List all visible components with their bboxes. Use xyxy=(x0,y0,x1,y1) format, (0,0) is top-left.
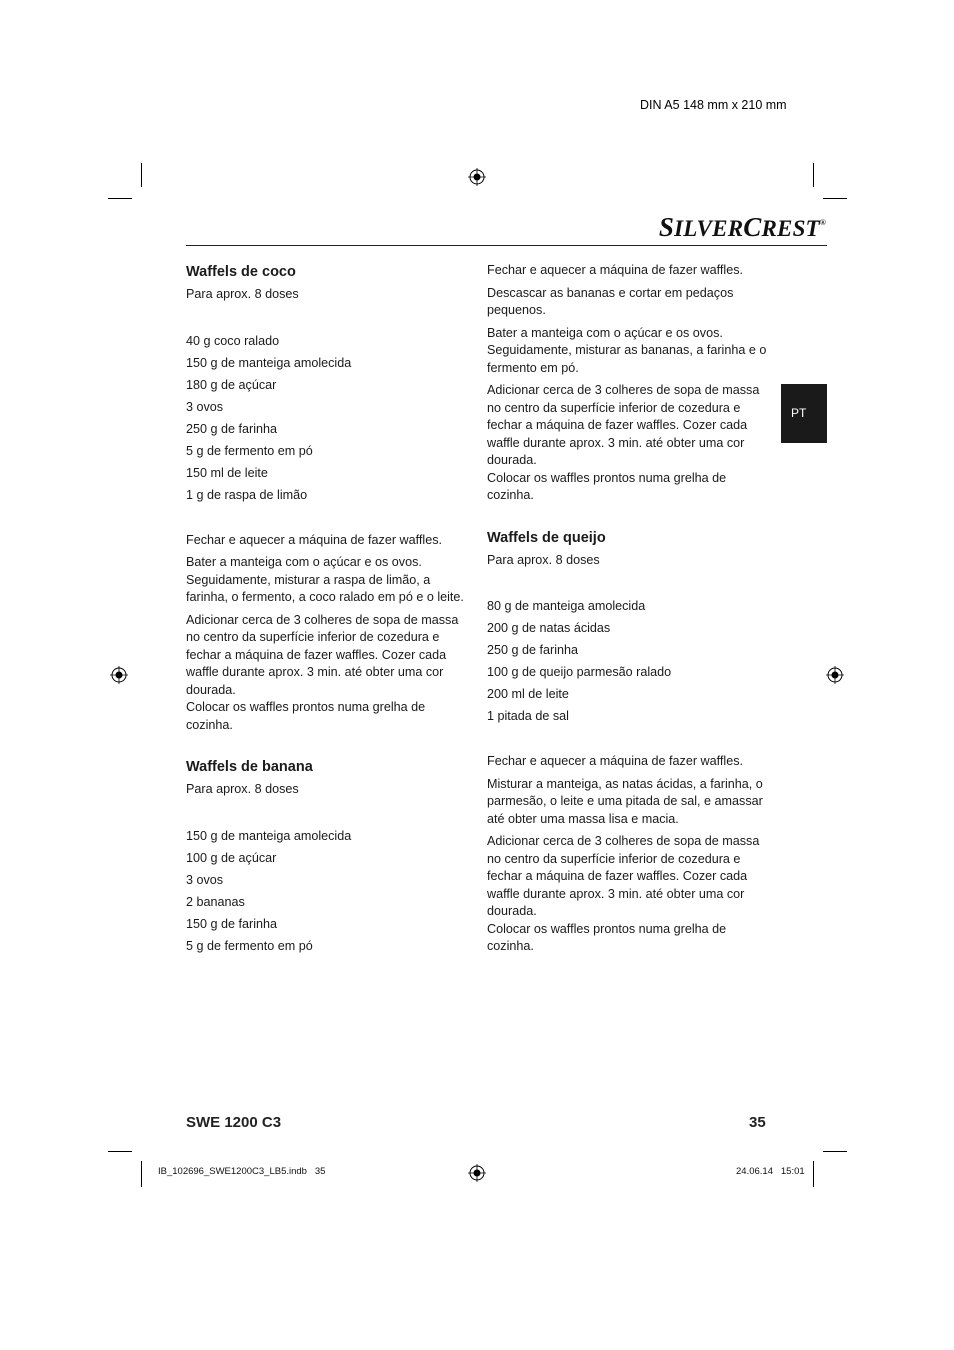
recipe-coco xyxy=(186,262,471,734)
instruction-step: Adicionar cerca de 3 colheres de sopa de massa no centro da superfície inferior de cozedura e fechar a máquina de fazer waffles. Cozer cada waffle durante aprox. 3 min. até obter uma cor dourada. xyxy=(487,834,760,918)
ingredient-item: 150 g de farinha xyxy=(186,916,278,931)
instruction-step: Bater a manteiga com o açúcar e os ovos. Seguidamente, misturar a raspa de limão, a farinha, o fermento, a coco ralado em pó e o leite. xyxy=(186,555,464,604)
ingredient-item: 3 ovos xyxy=(186,872,224,887)
crop-mark xyxy=(108,198,132,199)
crop-mark xyxy=(823,1151,847,1152)
logo-text: REST xyxy=(761,216,820,241)
ingredient-item: 5 g de fermento em pó xyxy=(186,938,313,953)
ingredient-item: 40 g coco ralado xyxy=(186,333,280,348)
instruction-step: Descascar as bananas e cortar em pedaços pequenos. xyxy=(487,285,734,317)
instruction-step: Adicionar cerca de 3 colheres de sopa de massa no centro da superfície inferior de cozedura e fechar a máquina de fazer waffles. Cozer cada waffle durante aprox. 3 min. até obter uma cor dourada. xyxy=(186,612,459,697)
ingredient-item: 150 g de manteiga amolecida xyxy=(186,355,352,370)
print-slug-date: 24.06.14 15:01 xyxy=(736,1166,805,1177)
recipe-title: Waffels de coco xyxy=(186,264,296,280)
language-tab xyxy=(781,384,827,443)
ingredient-list xyxy=(186,825,471,957)
instruction-step: Bater a manteiga com o açúcar e os ovos. Seguidamente, misturar as bananas, a farinha e o fermento em pó. xyxy=(487,325,767,375)
column-right xyxy=(487,262,772,961)
ingredient-item: 180 g de açúcar xyxy=(186,377,277,392)
registration-mark-icon xyxy=(468,1164,486,1182)
instruction-list xyxy=(186,532,471,735)
page-number: 35 xyxy=(749,1114,766,1131)
print-slug-file: IB_102696_SWE1200C3_LB5.indb 35 xyxy=(158,1166,326,1177)
instruction-step: Colocar os waffles prontos numa grelha de cozinha. xyxy=(186,700,426,732)
recipe-serves: Para aprox. 8 doses xyxy=(186,287,299,301)
ingredient-item: 200 g de natas ácidas xyxy=(487,621,611,635)
instruction-list xyxy=(487,262,772,505)
recipe-title: Waffels de banana xyxy=(186,759,313,775)
crop-mark xyxy=(823,198,847,199)
logo-initial: C xyxy=(743,212,762,242)
instruction-step: Adicionar cerca de 3 colheres de sopa de massa no centro da superfície inferior de cozedura e fechar a máquina de fazer waffles. Cozer cada waffle durante aprox. 3 min. até obter uma cor dourada. xyxy=(487,383,760,467)
registration-mark-icon xyxy=(110,666,128,684)
instruction-step: Colocar os waffles prontos numa grelha de cozinha. xyxy=(487,921,727,953)
brand-logo xyxy=(659,212,826,243)
recipe-banana xyxy=(186,757,471,957)
ingredient-item: 5 g de fermento em pó xyxy=(186,443,313,458)
registered-mark: ® xyxy=(819,218,826,227)
ingredient-item: 80 g de manteiga amolecida xyxy=(487,599,646,613)
model-number: SWE 1200 C3 xyxy=(186,1114,282,1131)
instruction-step: Fechar e aquecer a máquina de fazer waffles. xyxy=(487,754,743,768)
ingredient-item: 3 ovos xyxy=(186,399,224,414)
registration-mark-icon xyxy=(826,666,844,684)
ingredient-item: 1 pitada de sal xyxy=(487,709,569,723)
recipe-serves: Para aprox. 8 doses xyxy=(487,552,600,567)
page-format-label: DIN A5 148 mm x 210 mm xyxy=(640,98,787,112)
language-tab-label: PT xyxy=(791,406,807,420)
recipe-serves: Para aprox. 8 doses xyxy=(186,782,299,796)
crop-mark xyxy=(813,1161,814,1187)
crop-mark xyxy=(141,163,142,187)
ingredient-item: 250 g de farinha xyxy=(487,643,579,657)
instruction-step: Misturar a manteiga, as natas ácidas, a farinha, o parmesão, o leite e uma pitada de sal, e amassar até obter uma massa lisa e macia. xyxy=(487,776,763,826)
instruction-step: Fechar e aquecer a máquina de fazer waffles. xyxy=(186,532,442,547)
header-rule xyxy=(186,245,827,246)
ingredient-list xyxy=(487,595,772,727)
registration-mark-icon xyxy=(468,168,486,186)
instruction-step: Fechar e aquecer a máquina de fazer waffles. xyxy=(487,263,743,277)
ingredient-list xyxy=(186,330,471,506)
ingredient-item: 250 g de farinha xyxy=(186,421,278,436)
ingredient-item: 2 bananas xyxy=(186,894,245,909)
recipe-title: Waffels de queijo xyxy=(487,529,606,546)
ingredient-item: 150 g de manteiga amolecida xyxy=(186,828,352,843)
ingredient-item: 100 g de queijo parmesão ralado xyxy=(487,665,672,679)
ingredient-item: 1 g de raspa de limão xyxy=(186,487,308,502)
recipe-queijo xyxy=(487,528,772,956)
crop-mark xyxy=(813,163,814,187)
logo-initial: S xyxy=(658,212,675,242)
crop-mark xyxy=(141,1161,142,1187)
column-left xyxy=(186,262,471,983)
ingredient-item: 150 ml de leite xyxy=(186,465,268,480)
ingredient-item: 100 g de açúcar xyxy=(186,850,277,865)
logo-text: ILVER xyxy=(674,216,744,241)
instruction-list xyxy=(487,753,772,956)
instruction-step: Colocar os waffles prontos numa grelha de cozinha. xyxy=(487,470,727,502)
crop-mark xyxy=(108,1151,132,1152)
ingredient-item: 200 ml de leite xyxy=(487,687,569,701)
